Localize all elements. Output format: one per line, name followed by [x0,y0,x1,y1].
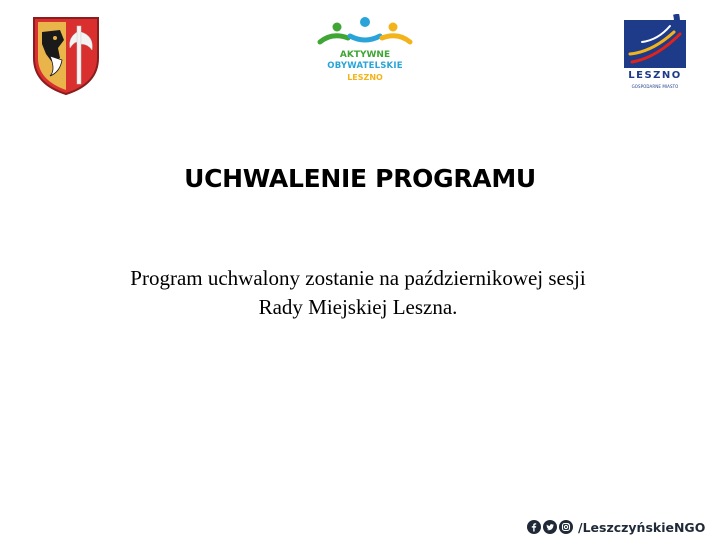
social-handle[interactable]: /LeszczyńskieNGO [578,519,706,535]
slide-title: UCHWALENIE PROGRAMU [184,164,536,193]
social-footer [527,516,705,538]
aol-line-obywatelskie: OBYWATELSKIE [327,61,403,71]
body-line-2: Rady Miejskiej Leszna. [258,295,458,319]
body-line-1: Program uchwalony zostanie na październikowej sesji [130,266,586,290]
leszno-wordmark: LESZNO [628,70,682,81]
instagram-icon[interactable] [559,520,573,534]
coat-of-arms-logo [30,14,102,96]
twitter-icon[interactable] [543,520,557,534]
aol-line-aktywne: AKTYWNE [339,50,391,60]
leszno-city-logo [622,14,688,88]
facebook-icon[interactable] [527,520,541,534]
aol-line-leszno: LESZNO [347,73,383,82]
aktywne-obywatelskie-logo [312,14,418,88]
leszno-tagline: GOSPODARNE MIASTO [631,84,679,89]
slide-body [60,264,656,322]
